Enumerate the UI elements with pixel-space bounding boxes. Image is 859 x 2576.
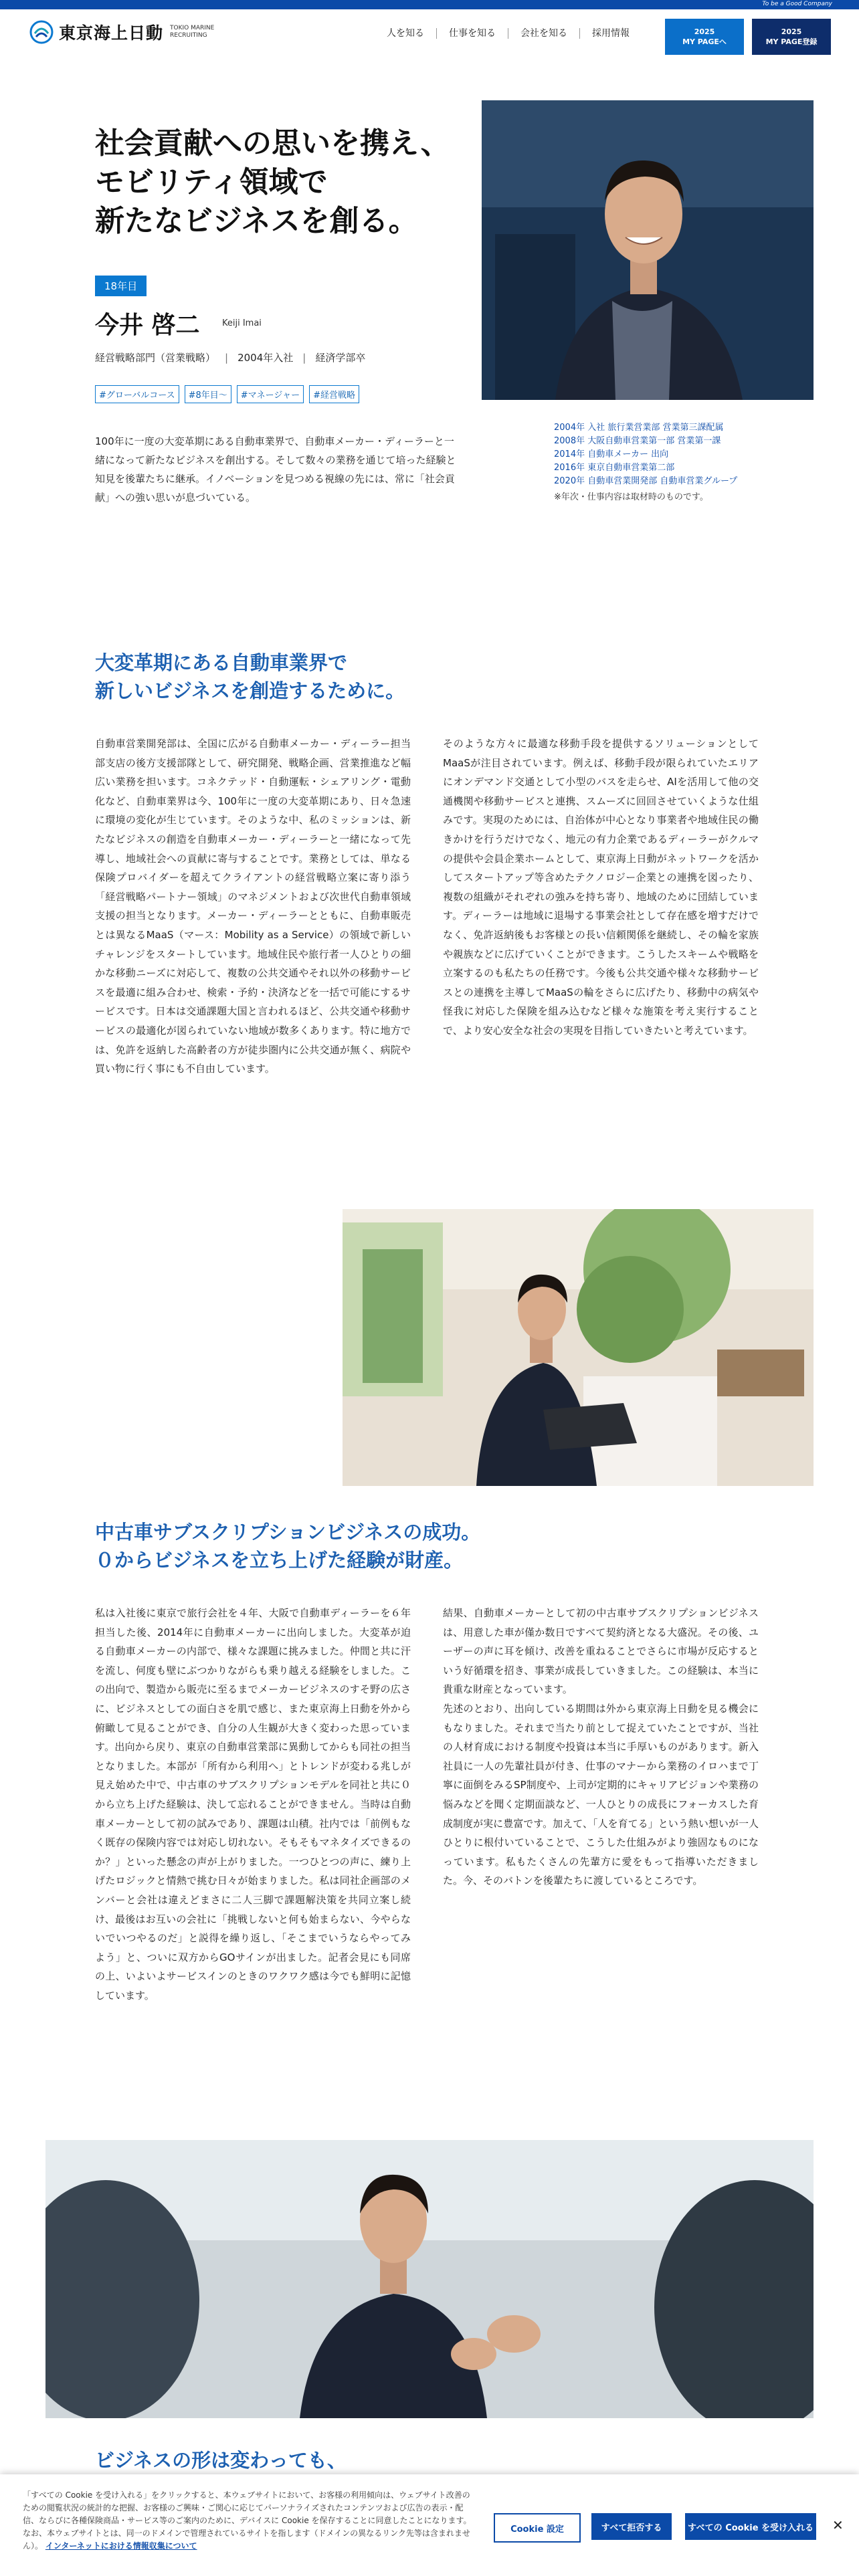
tag-global-course[interactable]: #グローバルコース bbox=[95, 385, 179, 403]
section2-right-text bbox=[443, 1604, 759, 1891]
career-history bbox=[554, 421, 737, 504]
page-title bbox=[95, 124, 450, 241]
section1-right-text bbox=[443, 734, 759, 1041]
cookie-message: 「すべての Cookie を受け入れる」をクリックすると、本ウェブサイトにおいて、お客様の利用傾向は、ウェブサイト改善のための閲覧状況の統計的な把握、お客様のご興味・ご関心に応じてパーソナライズされたコンテンツおよび広告の表示・配信、ならびに各種保険商品・サービス等のご案内のために、デバイスに Cookie を保存することに同意したことになります。なお、本ウェブサイトとは、同一のドメインで管理されているサイトを指します（ドメインの異なるリンク先等は含まれません）。 bbox=[23, 2490, 472, 2551]
paragraph: そのような方々に最適な移動手段を提供するソリューションとしてMaaSが注目されています。例えば、移動手段が限られていたエリアにオンデマンド交通として小型のバスを走らせ、AIを活用して他の交通機関や移動サービスと連携、スムーズに回回させていくような仕組みです。実現のためには、自治体が中心となり事業者や地域住民の働きかけを行うだけでなく、地元の有力企業であるディーラーがクルマの提供や会員企業ホームとして、東京海上日動がネットワークを活かしてスタートアップ等含めたテクノロジー企業との連携を図ったり、複数の組織がそれぞれの強みを持ち寄り、地域のために団結しています。ディーラーは地域に退場する事業会社として存在感を増すだけでなく、免許返納後もお客様との長い信頼関係を継続し、その輪を家族や親族などに広げていくことができます。こうしたスキームや戦略を立案するのも私たちの任務です。今後も公共交通や様々な移動サービスとの連携を主導してMaaSの輪をさらに広げたり、移動中の病気や怪我に対応した保険を組み込むなど様々な施策を考え実行することで、より安心安全な社会の実現を目指していきたいと考えています。 bbox=[443, 738, 759, 1037]
mypage-button[interactable] bbox=[665, 19, 744, 55]
department: 経営戦略部門（営業戦略） bbox=[95, 352, 216, 364]
cookie-settings-button[interactable]: Cookie 設定 bbox=[494, 2513, 581, 2543]
nav-people[interactable]: 人を知る bbox=[375, 28, 437, 39]
cookie-text bbox=[23, 2489, 475, 2553]
lead-text: 100年に一度の大変革期にある自動車業界で、自動車メーカー・ディーラーと一緒になって新たなビジネスを創出する。そして数々の業務を通じて培った経験と知見を後輩たちに継承。イノベーションを見つめる視線の先には、常に「社会貢献」への強い思いが息づいている。 bbox=[95, 435, 456, 504]
heading-line: ０からビジネスを立ち上げた経験が財産。 bbox=[95, 1549, 464, 1572]
section2-heading bbox=[95, 1518, 480, 1574]
title-line: モビリティ領域で bbox=[95, 165, 328, 199]
section1-heading bbox=[95, 649, 405, 705]
heading-line: 中古車サブスクリプションビジネスの成功。 bbox=[95, 1521, 481, 1543]
history-item: 2020年 自動車営業開発部 自動車営業グループ bbox=[554, 476, 738, 486]
paragraph: 結果、自動車メーカーとして初の中古車サブスクリプションビジネスは、用意した車が僅か数日ですべて契約済となる大盛況。その後、ユーザーの声に耳を傾け、改善を重ねることでさらに市場が反応するという好循環を招き、事業が成長していきました。この経験は、本当に貴重な財産となっています。 先述のとおり、出向している期間は外から東京海上日動を見る機会にもなりました。それまで当たり前として捉えていたことですが、当社の人材育成における制度や投資は本当に手厚いものがあります。新入社員に一人の先輩社員が付き、仕事のマナーから業務のイロハまで丁寧に面倒をみるSP制度や、上司が定期的にキャリアビジョンや業務の悩みなどを聞く定期面談など、一人ひとりの成長にフォーカスした育成制度が実に豊富です。加えて、「人を育てる」という熱い想いが一人ひとりに根付いていることで、こうした仕組みがより強固なものになっています。私もたくさんの先輩方に愛をもって指導いただきました。今、そのバトンを後輩たちに渡しているところです。 bbox=[443, 1607, 759, 1887]
tag-8-years[interactable]: #8年目〜 bbox=[185, 385, 231, 403]
person-name: 今井 啓二 bbox=[95, 312, 200, 339]
register-year: 2025 bbox=[781, 27, 802, 36]
mypage-year: 2025 bbox=[694, 27, 715, 36]
nav-work[interactable]: 仕事を知る bbox=[437, 28, 508, 39]
paragraph: 自動車営業開発部は、全国に広がる自動車メーカー・ディーラー担当部支店の後方支援部隊として、研究開発、戦略企画、営業推進など幅広い業務を担います。コネクテッド・自動運転・シェアリング・電動化など、自動車業界は今、100年に一度の大変革期にあり、日々急速に環境の変化が生じています。そのような中、私のミッションは、新たなビジネスの創造を自動車メーカー・ディーラーと一緒になって先導し、地域社会への貢献に寄与することです。業務としては、単なる保険プロバイダーを超えてクライアントの経営戦略立案に寄り添う「経営戦略パートナー領域」のマネジメントおよび次世代自動車領域支援の担当となります。メーカー・ディーラーとともに、自動車販売とは異なるMaaS（マース：Mobility as a Service）の領域で新しいチャレンジをスタートしています。地域住民や旅行者一人ひとりの細かな移動ニーズに対応して、複数の公共交通やそれ以外の移動サービスを最適に組み合わせ、検索・予約・決済などを一括で可能にするサービスです。日本は交通課題大国と言われるほど、公共交通や移動サービスの最適化が図られていない地域が数多くあります。特に地方では、免許を返納した高齢者の方が徒歩圏内に公共交通が無く、病院や買い物に行く事にも不自由しています。 bbox=[95, 738, 411, 1075]
main-nav bbox=[375, 28, 642, 39]
site-header bbox=[0, 9, 859, 58]
register-label: MY PAGE登録 bbox=[765, 37, 818, 46]
tagline: To be a Good Company bbox=[762, 1, 832, 7]
history-item: 2014年 自動車メーカー 出向 bbox=[554, 449, 669, 459]
logo-icon bbox=[29, 20, 54, 44]
paragraph: 私は入社後に東京で旅行会社を４年、大阪で自動車ディーラーを６年担当した後、2014年に自動車メーカーに出向しました。大変革が迫る自動車メーカーの内部で、様々な課題に挑みました。仲間と共に汗を流し、何度も壁にぶつかりながらも乗り越える経験をしました。この出向で、製造から販売に至るまでメーカービジネスのすそ野の広さに、ビジネスとしての面白さを肌で感じ、また東京海上日動を外から俯瞰して見ることができ、自分の人生観が大きく変わった思っています。出向から戻り、東京の自動車営業部に異動してからも同社の担当となりました。本部が「所有から利用へ」とトレンドが変わる兆しが見え始めた中で、中古車のサブスクリプションモデルを同社と共に０から立ち上げた経験は、決して忘れることができません。当時は自動車メーカーとして初の試みであり、課題は山積。社内では「前例もなく既存の保険内容では対応し切れない。そもそもマネタイズできるのか？」といった懸念の声が上がりました。一つひとつの声に、練り上げたロジックと情熱で挑む日々が始まりました。私は同社企画部のメンバーと会社は違えどまさに二人三脚で課題解決策を共同立案し続け、最後はお互いの会社に「挑戦しないと何も始まらない、今やらないでいつやるのだ」と説得を繰り返し、「そこまでいうならやってみよう」と、ついに双方からGOサインが出ました。記者会見にも同席の上、いよいよサービスインのときのワクワク感は今でも鮮明に記憶しています。 bbox=[95, 1607, 411, 2002]
heading-line: 新しいビジネスを創造するために。 bbox=[95, 679, 405, 702]
history-item: 2008年 大阪自動車営業第一部 営業第一課 bbox=[554, 436, 721, 446]
person-name-en: Keiji Imai bbox=[222, 318, 262, 328]
tag-manager[interactable]: #マネージャー bbox=[237, 385, 304, 403]
mypage-register-button[interactable] bbox=[752, 19, 831, 55]
faculty: 経済学部卒 bbox=[315, 352, 366, 364]
title-line: 社会貢献への思いを携え、 bbox=[95, 126, 450, 160]
history-note: ※年次・仕事内容は取材時のものです。 bbox=[554, 492, 708, 502]
privacy-link[interactable]: インターネットにおける情報収集について bbox=[45, 2541, 197, 2551]
profile-info: 経営戦略部門（営業戦略） | 2004年入社 | 経済学部卒 bbox=[95, 352, 366, 364]
history-item: 2004年 入社 旅行業営業部 営業第三課配属 bbox=[554, 423, 724, 433]
section2-left-text bbox=[95, 1604, 411, 2005]
section3-heading: ビジネスの形は変わっても、 bbox=[95, 2449, 347, 2472]
reject-all-button[interactable]: すべて拒否する bbox=[591, 2513, 672, 2540]
tag-list bbox=[95, 385, 359, 403]
logo-sub: TOKIO MARINE RECRUITING bbox=[170, 25, 215, 39]
title-line: 新たなビジネスを創る。 bbox=[95, 204, 418, 238]
year-badge: 18年目 bbox=[95, 276, 147, 296]
logo-text: 東京海上日動 bbox=[59, 23, 164, 43]
nav-recruit[interactable]: 採用情報 bbox=[592, 28, 630, 39]
nav-company[interactable]: 会社を知る bbox=[508, 28, 580, 39]
history-item: 2016年 東京自動車営業第二部 bbox=[554, 463, 675, 473]
logo[interactable] bbox=[29, 20, 230, 44]
heading-line: 大変革期にある自動車業界で bbox=[95, 651, 348, 674]
mypage-label: MY PAGEへ bbox=[682, 37, 727, 46]
tag-strategy[interactable]: #経営戦略 bbox=[309, 385, 359, 403]
discussion-photo bbox=[45, 2140, 814, 2418]
accept-all-button[interactable]: すべての Cookie を受け入れる bbox=[685, 2513, 816, 2540]
section1-left-text bbox=[95, 734, 411, 1079]
laptop-photo bbox=[343, 1209, 814, 1486]
close-icon[interactable]: ✕ bbox=[832, 2517, 844, 2533]
top-strip bbox=[0, 0, 859, 9]
joined-year: 2004年入社 bbox=[237, 352, 294, 364]
cookie-banner bbox=[0, 2474, 859, 2576]
portrait-photo bbox=[482, 100, 814, 400]
